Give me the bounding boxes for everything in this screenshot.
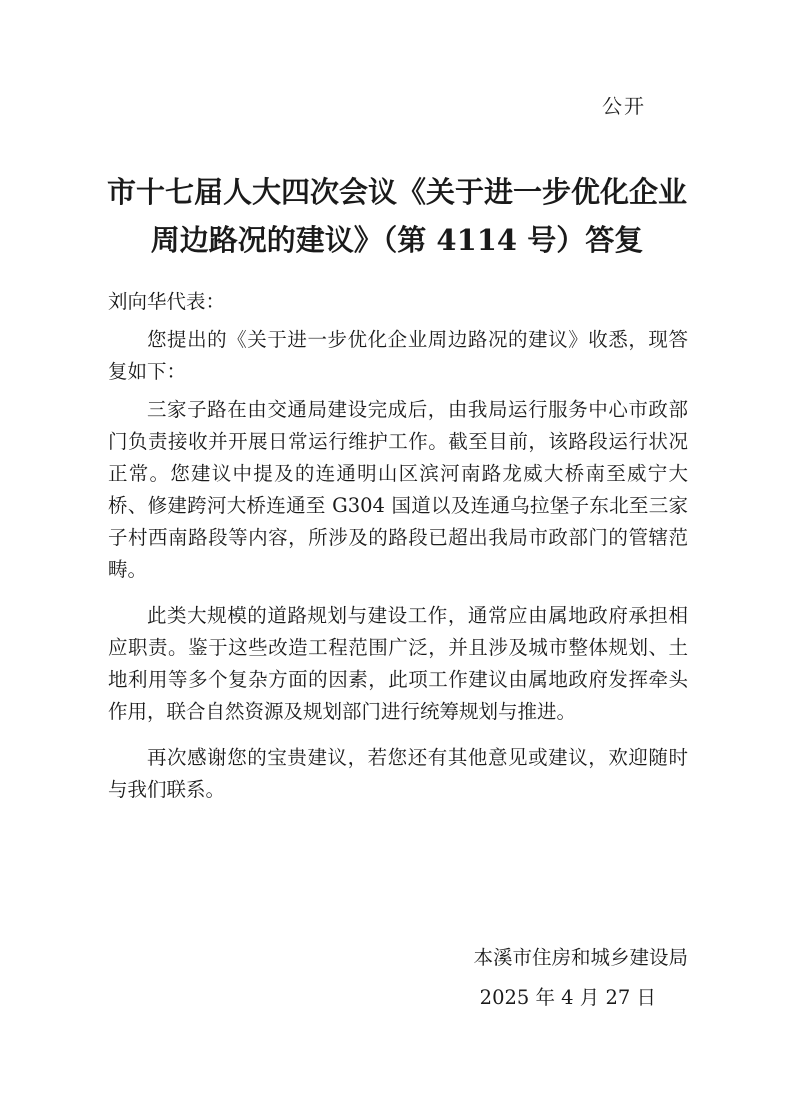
document-title-line-2: 周边路况的建议》（第 4114 号）答复 bbox=[150, 223, 644, 257]
classification-label: 公开 bbox=[602, 94, 646, 118]
paragraph-road-status: 三家子路在由交通局建设完成后，由我局运行服务中心市政部门负责接收并开展日常运行维护工作。截至目前，该路段运行状况正常。您建议中提及的连通明山区滨河南路龙威大桥南至威宁大桥、修建跨河大桥连通至 G304 国道以及连通乌拉堡子东北至三家子村西南路段等内容，所涉及的路段已超出我局市政部门的管辖范畴。 bbox=[108, 398, 688, 581]
letter-body bbox=[108, 286, 688, 812]
document-title bbox=[100, 168, 694, 264]
document-title-line-1: 市十七届人大四次会议《关于进一步优化企业 bbox=[106, 175, 687, 209]
paragraph-acknowledgement: 您提出的《关于进一步优化企业周边路况的建议》收悉，现答复如下： bbox=[108, 328, 688, 383]
paragraph-responsibility: 此类大规模的道路规划与建设工作，通常应由属地政府承担相应职责。鉴于这些改造工程范围广泛，并且涉及城市整体规划、土地利用等多个复杂方面的因素，此项工作建议由属地政府发挥牵头作用，联合自然资源及规划部门进行统筹规划与推进。 bbox=[108, 604, 688, 723]
salutation: 刘向华代表： bbox=[108, 290, 226, 313]
signature-organization: 本溪市住房和城乡建设局 bbox=[473, 946, 688, 969]
signature-date: 2025 年 4 月 27 日 bbox=[479, 986, 656, 1009]
paragraph-closing: 再次感谢您的宝贵建议，若您还有其他意见或建议，欢迎随时与我们联系。 bbox=[108, 746, 688, 801]
